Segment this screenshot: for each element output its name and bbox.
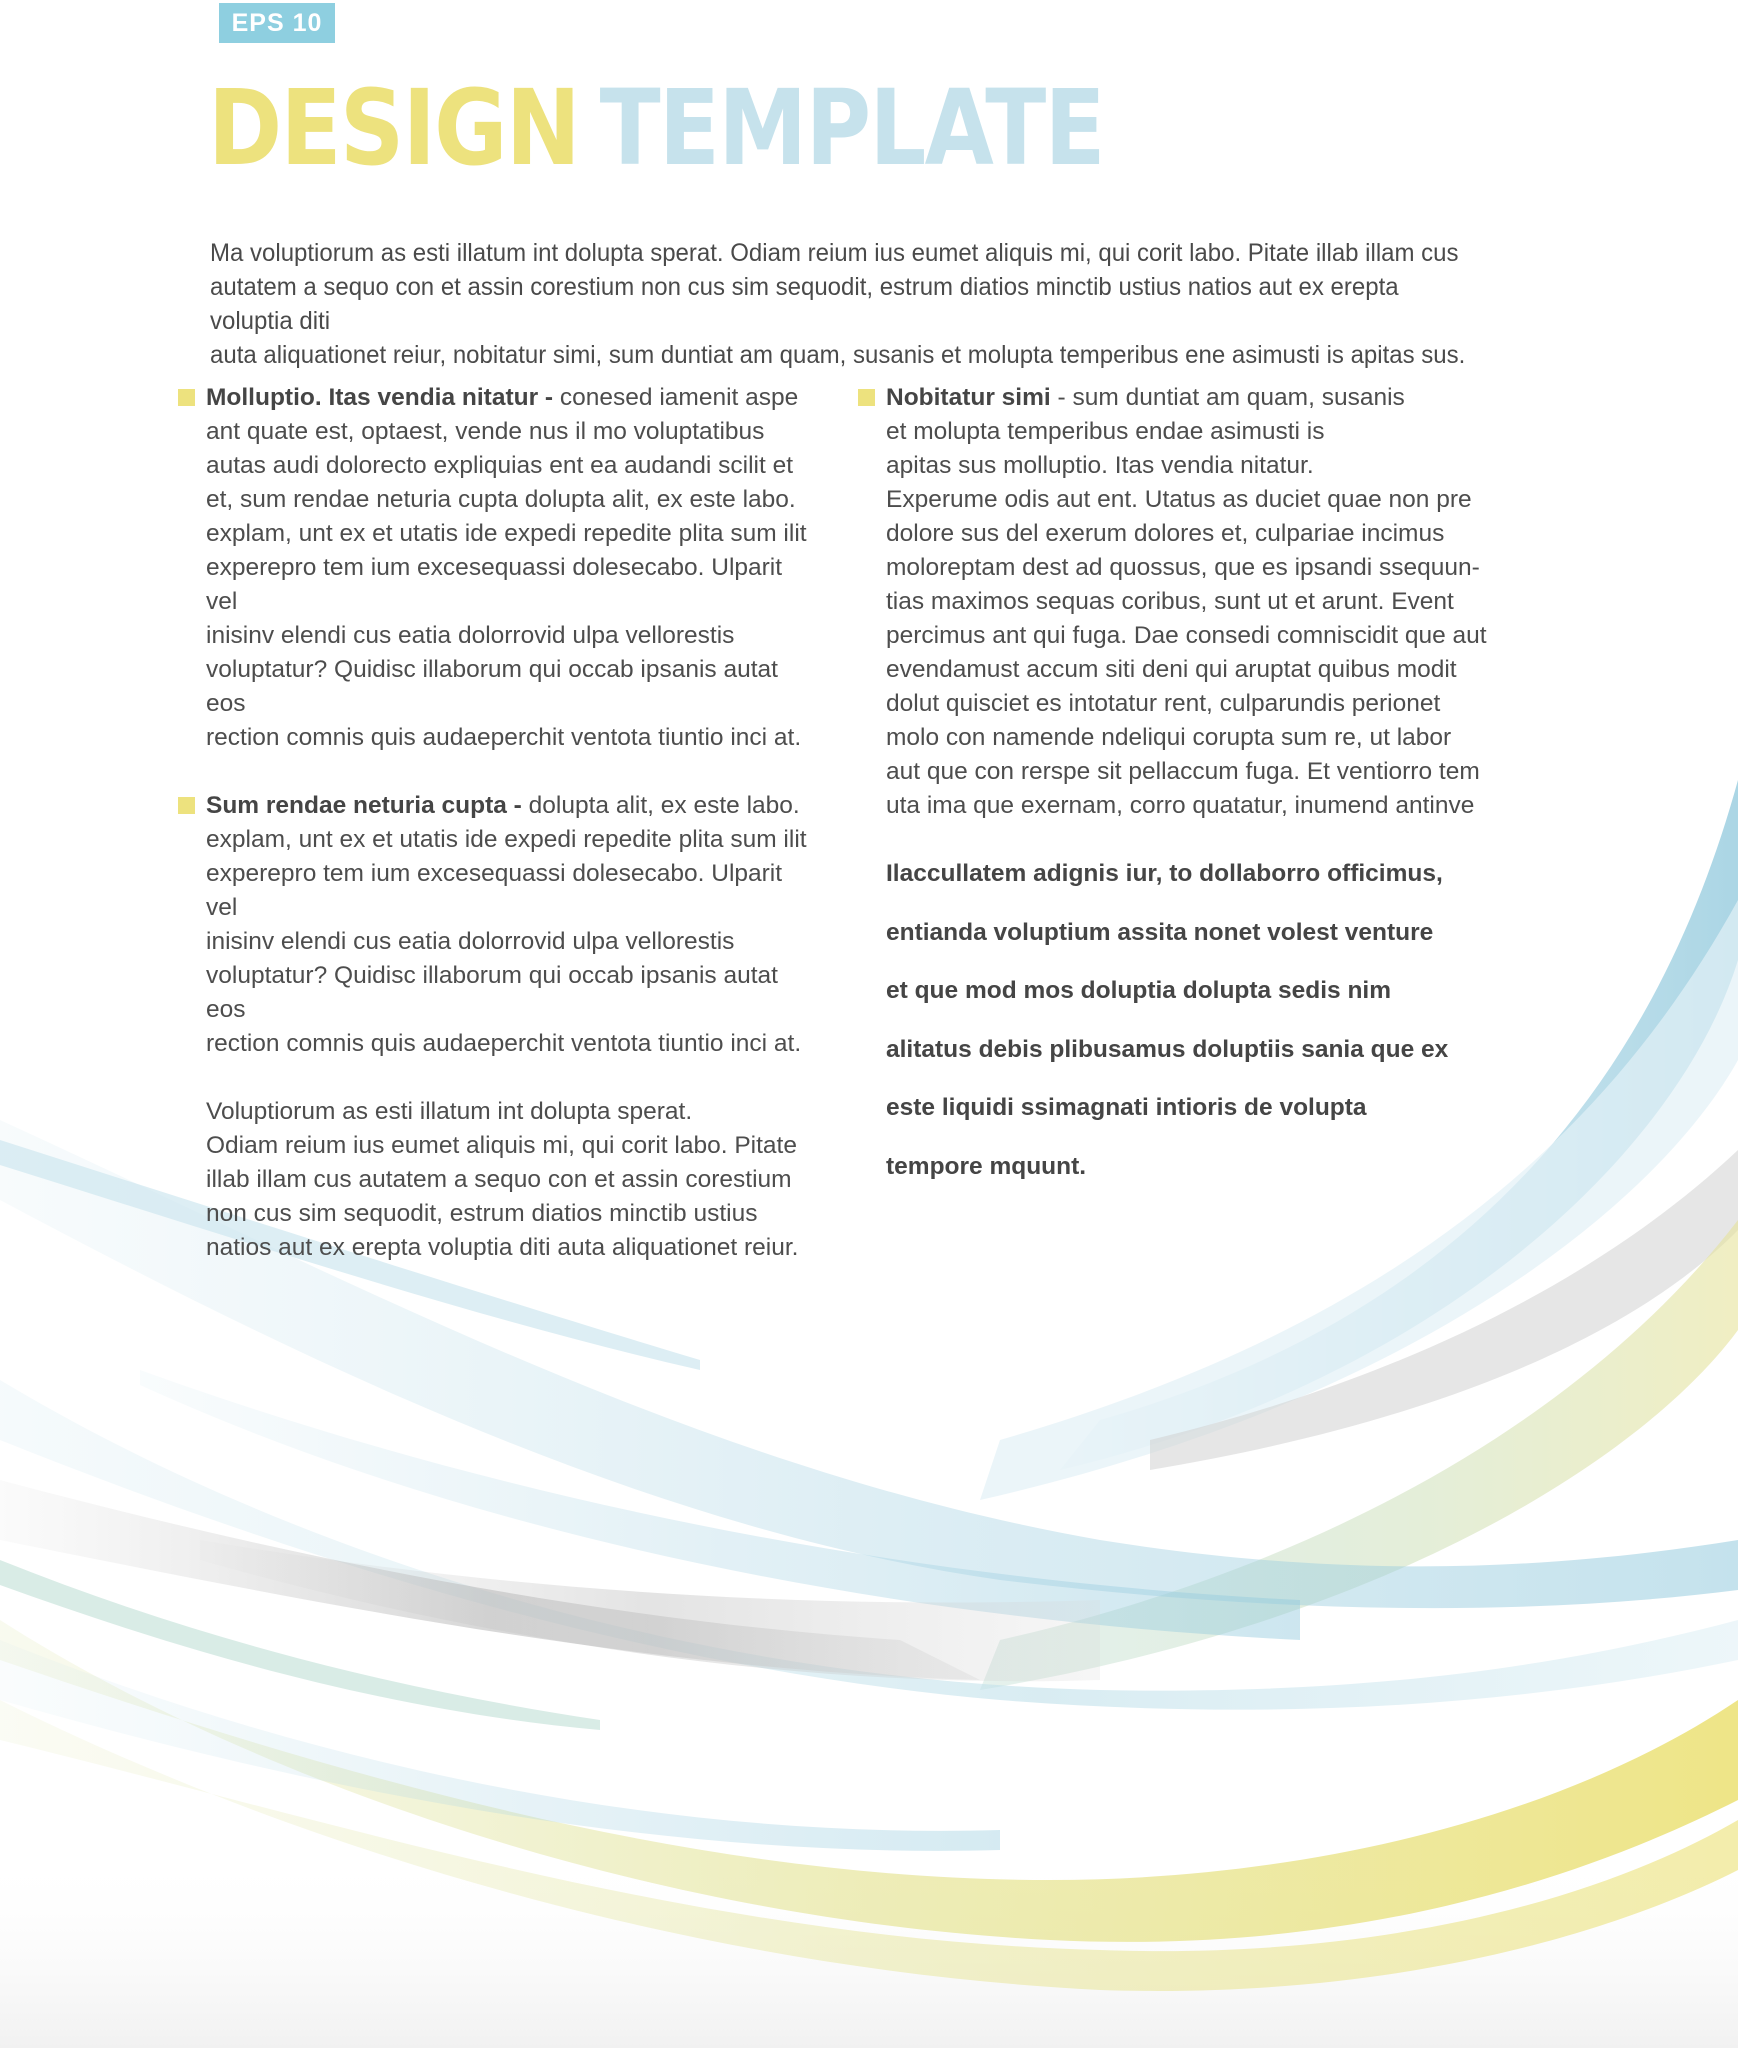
body-line: inisinv elendi cus eatia dolorrovid ulpa vellorestis [206, 928, 735, 955]
bullet-text: - sum duntiat am quam, susanis [1057, 384, 1405, 411]
intro-paragraph [210, 236, 1477, 372]
body-line: rection comnis quis audaeperchit ventota tiuntio inci at. [206, 724, 802, 751]
body-line: natios aut ex erepta voluptia diti auta aliquationet reiur. [206, 1234, 799, 1261]
body-line: ant quate est, optaest, vende nus il mo voluptatibus [206, 418, 765, 445]
body-line: experepro tem ium excesequassi dolesecabo. Ulparit vel [206, 860, 783, 921]
square-bullet-icon [858, 389, 875, 406]
bold-line: tempore mquunt. [886, 1152, 1087, 1180]
body-line: tias maximos sequas coribus, sunt ut et arunt. Event [886, 588, 1454, 615]
body-line: evendamust accum siti deni qui aruptat quibus modit [886, 656, 1457, 683]
intro-line: auta aliquationet reiur, nobitatur simi, sum duntiat am quam, susanis et molupta temperibus ene asimusti is apitas sus. [210, 341, 1466, 369]
body-line: Voluptiorum as esti illatum int dolupta sperat. [206, 1098, 693, 1125]
right-column [886, 381, 1506, 1208]
body-line: Experume odis aut ent. Utatus as duciet quae non pre [886, 486, 1472, 513]
square-bullet-icon [178, 389, 195, 406]
title-word-template: TEMPLATE [599, 67, 1104, 189]
plain-paragraph [206, 1095, 816, 1265]
body-line: dolut quisciet es intotatur rent, culparundis perionet [886, 690, 1441, 717]
bullet-text: dolupta alit, ex este labo. [528, 792, 800, 819]
bullet-item-sum-rendae [206, 789, 816, 1061]
body-line: illab illam cus autatem a sequo con et assin corestium [206, 1166, 792, 1193]
bullet-item-molluptio [206, 381, 816, 755]
body-line: voluptatur? Quidisc illaborum qui occab ipsanis autat eos [206, 656, 778, 717]
bullet-text: conesed iamenit aspe [559, 384, 799, 411]
bold-paragraph [886, 857, 1506, 1184]
body-line: explam, unt ex et utatis ide expedi repedite plita sum ilit [206, 520, 807, 547]
title-word-design: DESIGN [208, 67, 579, 189]
body-line: inisinv elendi cus eatia dolorrovid ulpa vellorestis [206, 622, 735, 649]
bold-line: alitatus debis plibusamus doluptiis sania que ex [886, 1035, 1449, 1063]
body-line: molo con namende ndeliqui corupta sum re, ut labor [886, 724, 1452, 751]
body-line: voluptatur? Quidisc illaborum qui occab ipsanis autat eos [206, 962, 778, 1023]
intro-line: Ma voluptiorum as esti illatum int dolupta sperat. Odiam reium ius eumet aliquis mi, qui corit labo. Pitate illab illam cus [210, 239, 1459, 267]
page-title [208, 68, 1104, 188]
body-line: uta ima que exernam, corro quatatur, inumend antinve [886, 792, 1475, 819]
body-line: apitas sus molluptio. Itas vendia nitatur. [886, 452, 1314, 479]
body-line: rection comnis quis audaeperchit ventota tiuntio inci at. [206, 1030, 802, 1057]
bold-line: Ilaccullatem adignis iur, to dollaborro officimus, [886, 860, 1443, 887]
body-line: moloreptam dest ad quossus, que es ipsandi ssequun- [886, 554, 1480, 581]
square-bullet-icon [178, 797, 195, 814]
bold-line: et que mod mos doluptia dolupta sedis nim [886, 977, 1392, 1004]
body-line: explam, unt ex et utatis ide expedi repedite plita sum ilit [206, 826, 807, 853]
eps-badge: EPS 10 [219, 3, 335, 43]
body-line: percimus ant qui fuga. Dae consedi comniscidit que aut [886, 622, 1487, 649]
bullet-lead: Molluptio. Itas vendia nitatur - [206, 384, 554, 411]
body-line: experepro tem ium excesequassi dolesecabo. Ulparit vel [206, 554, 783, 615]
bold-line: este liquidi ssimagnati intioris de volupta [886, 1094, 1367, 1121]
bullet-lead: Sum rendae neturia cupta - [206, 792, 522, 819]
bullet-item-nobitatur [886, 381, 1506, 823]
body-line: non cus sim sequodit, estrum diatios minctib ustius [206, 1200, 758, 1227]
body-line: et molupta temperibus endae asimusti is [886, 418, 1325, 445]
body-line: et, sum rendae neturia cupta dolupta alit, ex este labo. [206, 486, 796, 513]
body-line: aut que con rerspe sit pellaccum fuga. Et ventiorro tem [886, 758, 1480, 785]
bullet-lead: Nobitatur simi [886, 384, 1051, 411]
body-line: Odiam reium ius eumet aliquis mi, qui corit labo. Pitate [206, 1132, 797, 1159]
intro-line: autatem a sequo con et assin corestium non cus sim sequodit, estrum diatios minctib ustius natios aut ex erepta voluptia diti [210, 273, 1399, 335]
body-line: dolore sus del exerum dolores et, culpariae incimus [886, 520, 1445, 547]
body-line: autas audi dolorecto expliquias ent ea audandi scilit et [206, 452, 794, 479]
left-column [206, 381, 816, 1265]
bold-line: entianda voluptium assita nonet volest venture [886, 918, 1434, 946]
